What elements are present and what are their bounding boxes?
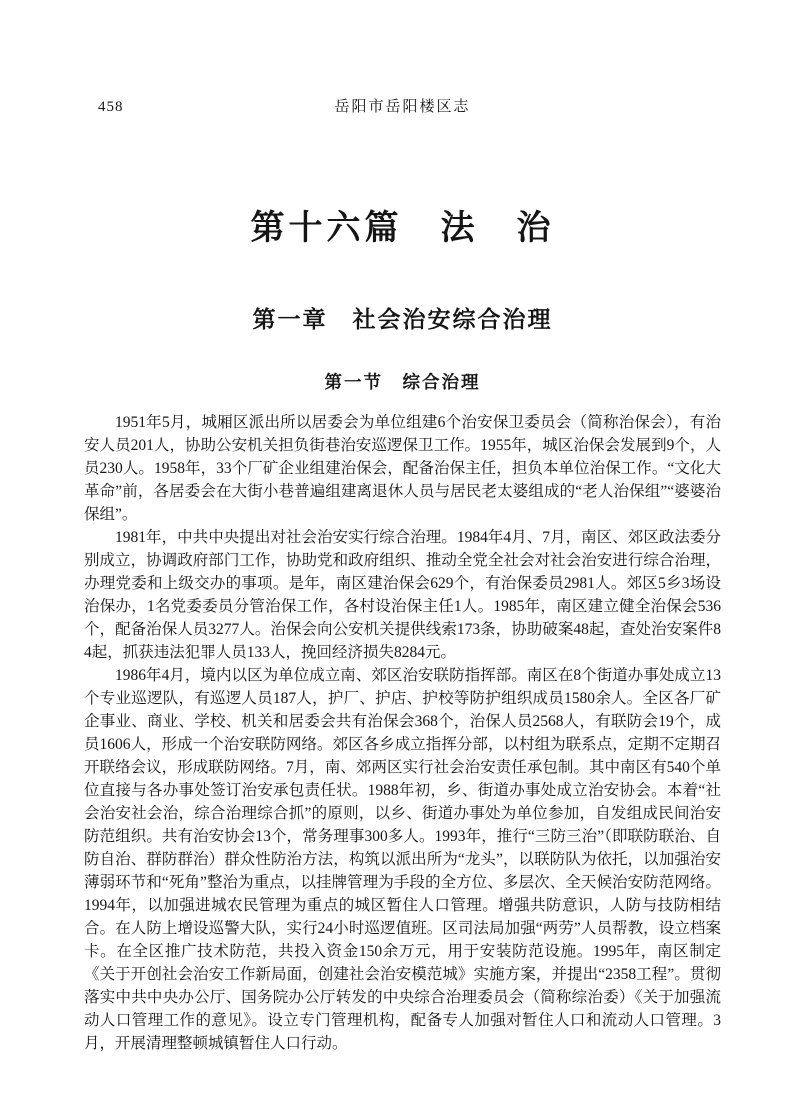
part-title: 第十六篇 法 治 [250,210,555,247]
page-header [84,96,721,118]
paragraph-3: 1986年4月，境内以区为单位成立南、郊区治安联防指挥部。南区在8个街道办事处成立13个专业巡逻队，有巡逻人员187人，护厂、护店、护校等防护组织成员1580余人。全区各厂矿企事业、商业、学校、机关和居委会共有治保会368个，治保人员2568人，有联防会19个，成员1606人，形成一个治安联防网络。郊区各乡成立指挥分部，以村组为联系点，定期不定期召开联络会议，形成联防网络。7月，南、郊两区实行社会治安责任承包制。其中南区有540个单位直接与各办事处签订治安承包责任状。1988年初，乡、街道办事处成立治安协会。本着“社会治安社会治，综合治理综合抓”的原则，以乡、街道办事处为单位参加，自发组成民间治安防范组织。共有治安协会13个，常务理事300多人。1993年，推行“三防三治”（即联防联治、自防自治、群防群治）群众性防治方法，构筑以派出所为“龙头”，以联防队为依托，以加强治安薄弱环节和“死角”整治为重点，以挂牌管理为手段的全方位、多层次、全天候治安防范网络。1994年，以加强进城农民管理为重点的城区暂住人口管理。增强共防意识，人防与技防相结合。在人防上增设巡警大队，实行24小时巡逻值班。区司法局加强“两劳”人员帮教，设立档案卡。在全区推广技术防范，共投入资金150余万元，用于安装防范设施。1995年，南区制定《关于开创社会治安工作新局面，创建社会治安模范城》实施方案，并提出“2358工程”。贯彻落实中共中央办公厅、国务院办公厅转发的中央综合治理委员会（简称综治委）《关于加强流动人口管理工作的意见》。设立专门管理机构，配备专人加强对暂住人口和流动人口管理。3月，开展清理整顿城镇暂住人口行动。 [84,667,721,1052]
body-text [84,411,721,1055]
paragraph-2: 1981年，中共中央提出对社会治安实行综合治理。1984年4月、7月，南区、郊区政法委分别成立，协调政府部门工作，协助党和政府组织、推动全党全社会对社会治安进行综合治理，办理党委和上级交办的事项。是年，南区建治保会629个，有治保委员2981人。郊区5乡3场设治保办，1名党委委员分管治保工作，各村设治保主任1人。1985年，南区建立健全治保会536个，配备治保人员3277人。治保会向公安机关提供线索173条，协助破案48起，查处治安案件84起，抓获违法犯罪人员133人，挽回经济损失8284元。 [84,529,721,661]
book-title: 岳阳市岳阳楼区志 [334,99,471,115]
chapter-title: 第一章 社会治安综合治理 [252,306,553,332]
section-title: 第一节 综合治理 [324,372,481,392]
page-number: 458 [98,99,124,115]
paragraph-1: 1951年5月，城厢区派出所以居委会为单位组建6个治安保卫委员会（简称治保会），有治安人员201人，协助公安机关担负街巷治安巡逻保卫工作。1955年，城区治保会发展到9个，人员230人。1958年，33个厂矿企业组建治保会，配备治保主任，担负本单位治保工作。“文化大革命”前，各居委会在大街小巷普遍组建离退休人员与居民老太婆组成的“老人治保组”“婆婆治保组”。 [84,414,721,523]
